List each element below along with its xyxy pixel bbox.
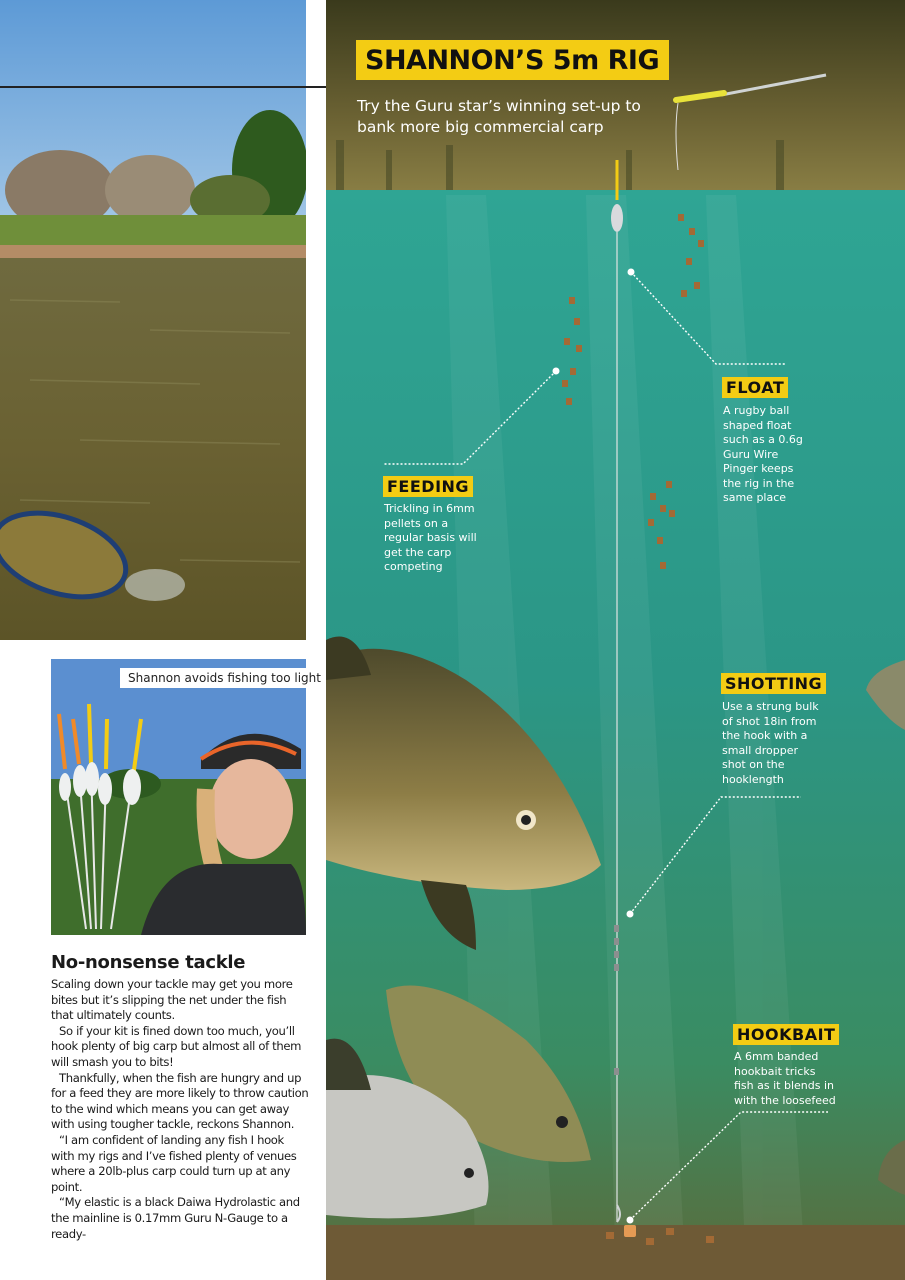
feeding-heading: FEEDING — [383, 476, 473, 497]
float-text: A rugby ball shaped float such as a 0.6g Guru Wire Pinger keeps the rig in the same place — [723, 404, 803, 504]
angler-portrait-image — [51, 659, 306, 935]
article-paragraph: So if your kit is fined down too much, you’ll hook plenty of big carp but almost all of them will smash you to bits! — [51, 1023, 302, 1069]
shannon-portrait-photo — [51, 659, 306, 935]
infographic-subtitle: Try the Guru star’s winning set-up to bank more big commercial carp — [357, 97, 641, 136]
article-paragraph: Scaling down your tackle may get you more bites but it’s slipping the net under the fish that ultimately counts. — [51, 977, 293, 1023]
header-rule — [0, 86, 326, 88]
article-heading: No-nonsense tackle — [51, 952, 246, 973]
hookbait-heading: HOOKBAIT — [733, 1024, 839, 1045]
infographic-title: SHANNON’S 5m RIG — [356, 40, 669, 80]
shotting-text: Use a strung bulk of shot 18in from the hook with a small dropper shot on the hooklength — [722, 700, 819, 786]
hookbait-text: A 6mm banded hookbait tricks fish as it blends in with the loosefeed — [734, 1050, 836, 1107]
article-paragraph: Thankfully, when the fish are hungry and up for a feed they are more likely to throw caution to the wind which means you can get away with using tougher tackle, reckons Shannon. — [51, 1070, 309, 1132]
shotting-heading: SHOTTING — [721, 673, 826, 694]
article — [51, 952, 309, 1242]
lake-landing-net-image — [0, 0, 306, 640]
photo-caption: Shannon avoids fishing too light — [120, 668, 329, 688]
float-heading: FLOAT — [722, 377, 788, 398]
lake-photo — [0, 0, 306, 640]
feeding-text: Trickling in 6mm pellets on a regular basis will get the carp competing — [384, 502, 477, 573]
article-paragraph: “My elastic is a black Daiwa Hydrolastic and the mainline is 0.17mm Guru N-Gauge to a ready- — [51, 1195, 300, 1241]
article-paragraph: “I am confident of landing any fish I hook with my rigs and I’ve fished plenty of venues where a 20lb-plus carp could turn up at any point. — [51, 1132, 297, 1194]
